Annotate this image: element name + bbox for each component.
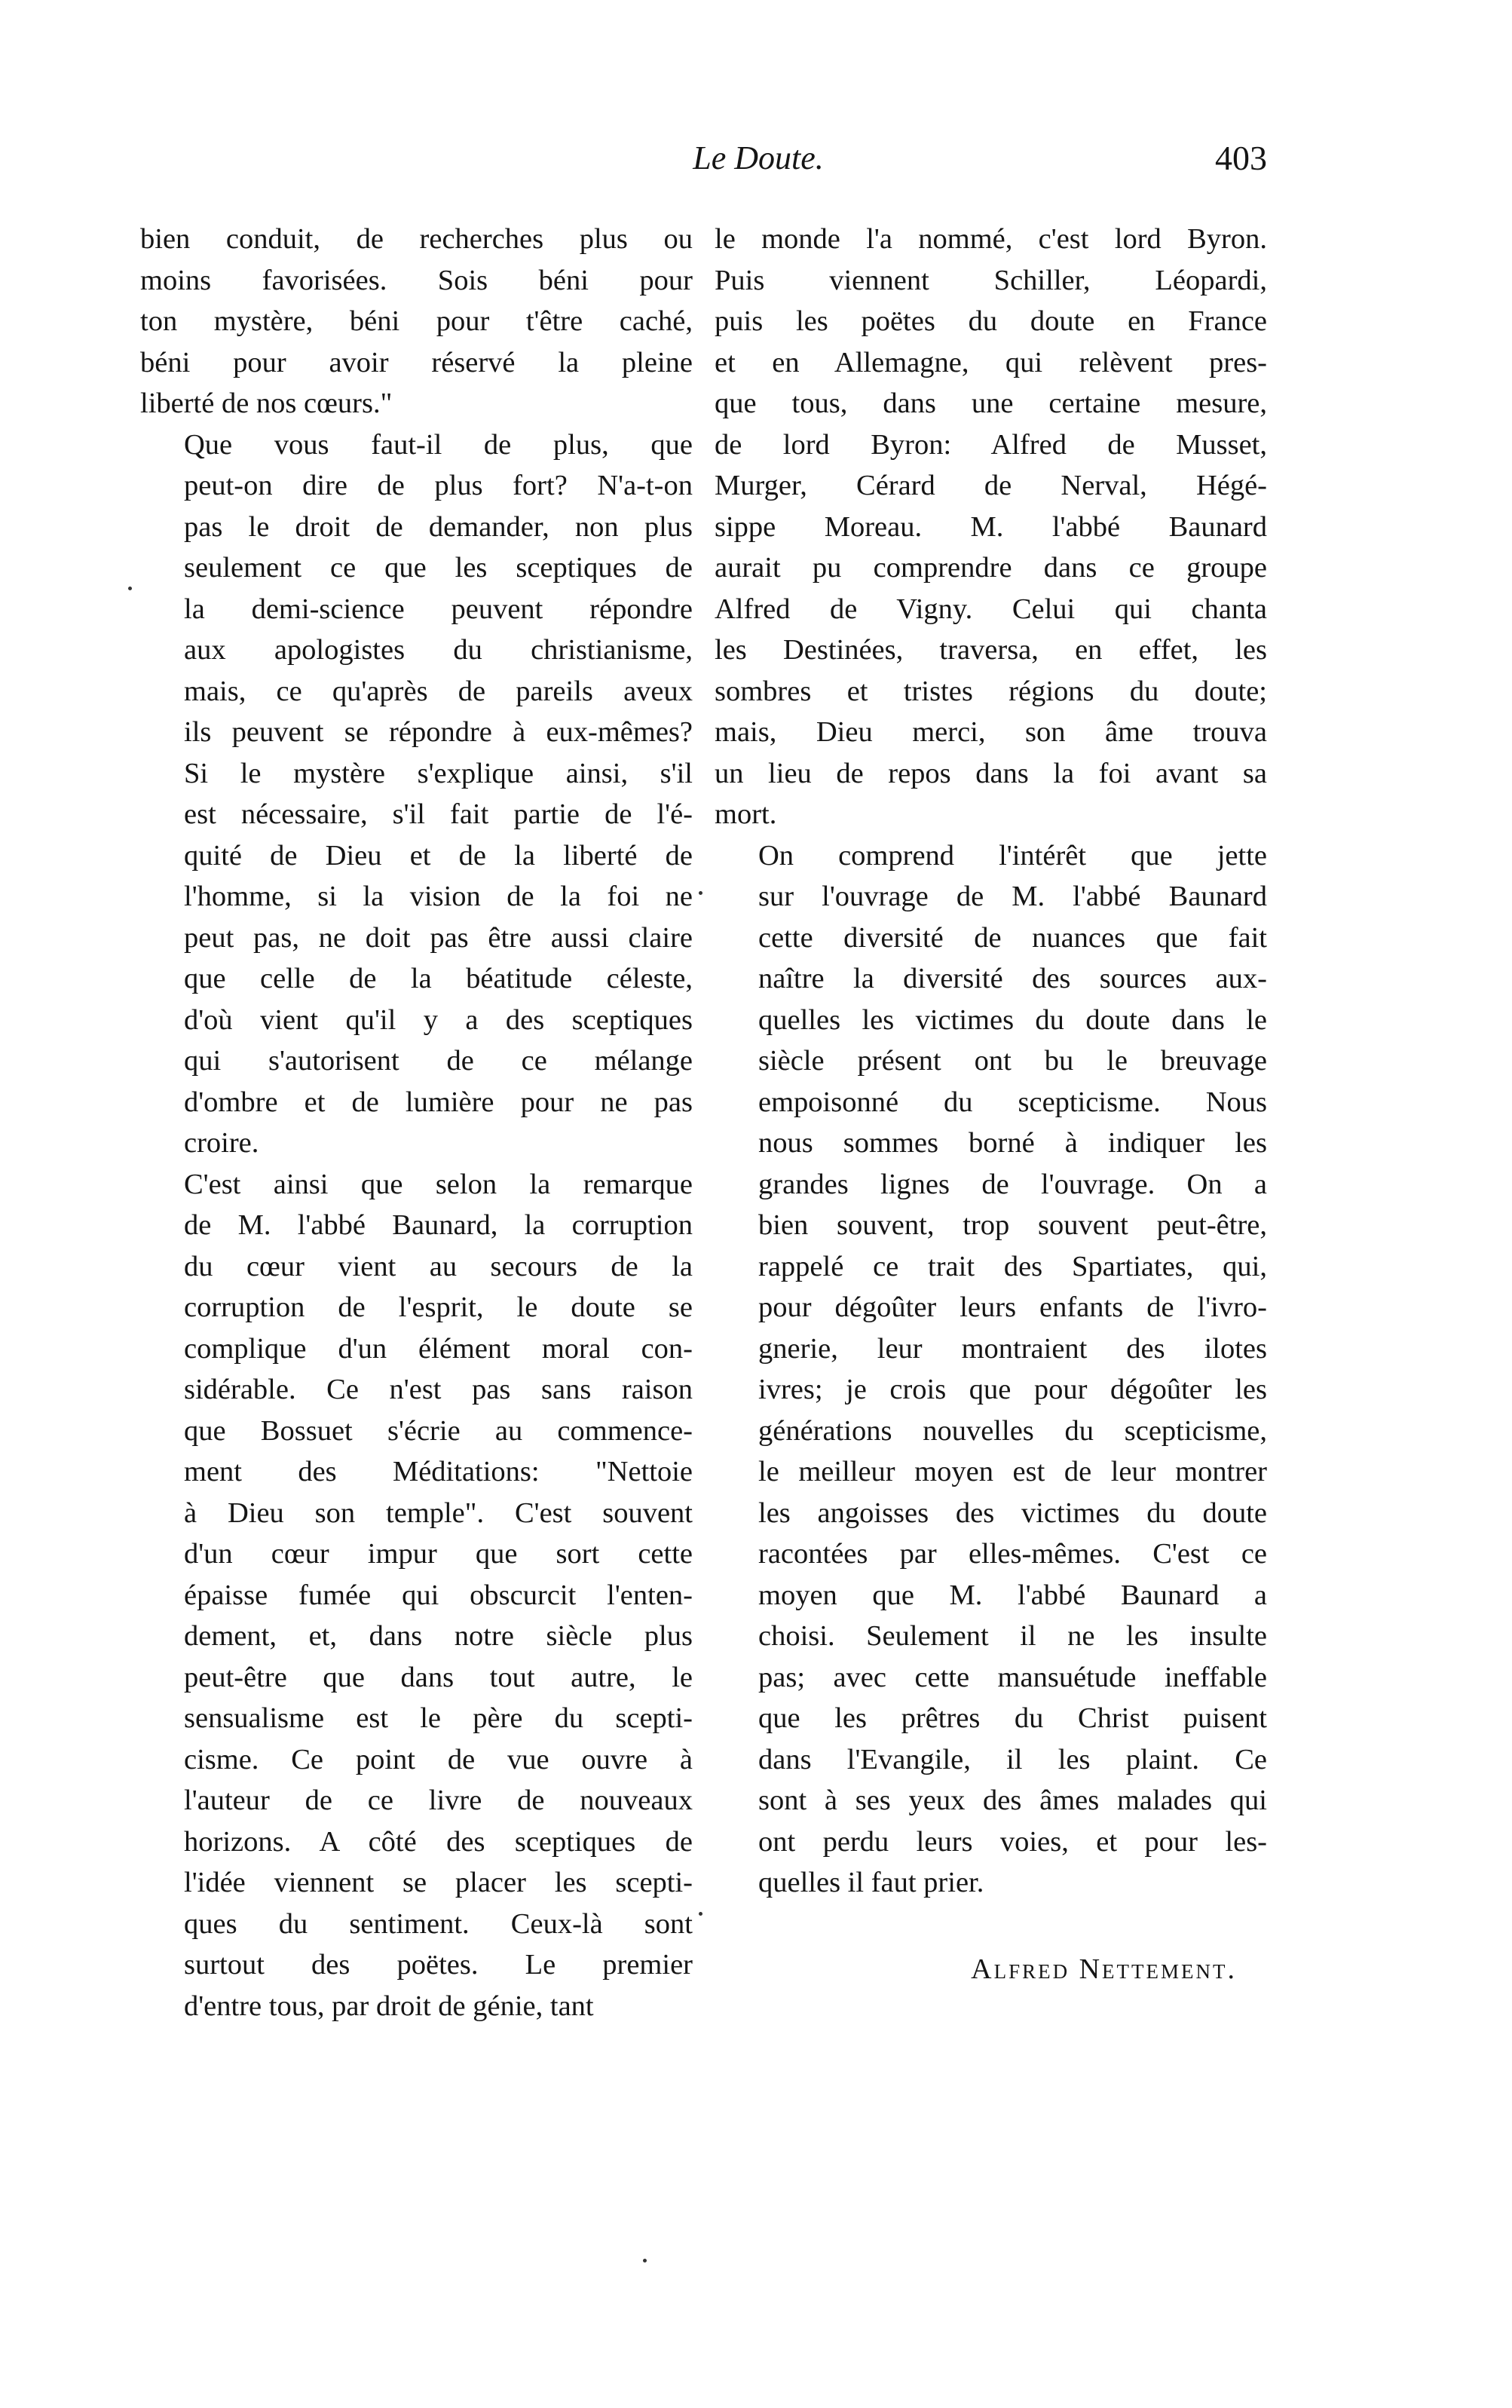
text-line: ment des Méditations: "Nettoie	[184, 1456, 693, 1487]
text-line: mort.	[715, 798, 777, 830]
text-line: l'auteur de ce livre de nouveaux	[184, 1785, 693, 1816]
text-line: quelles il faut prier.	[758, 1867, 984, 1898]
text-line: Murger, Cérard de Nerval, Hégé-	[715, 470, 1267, 501]
text-line: que celle de la béatitude céleste,	[184, 963, 693, 994]
text-line: aux apologistes du christianisme,	[184, 634, 693, 666]
text-line: Que vous faut-il de plus, que	[184, 428, 693, 461]
text-line: sippe Moreau. M. l'abbé Baunard	[715, 510, 1267, 543]
text-line: sur l'ouvrage de M. l'abbé Baunard	[758, 881, 1267, 912]
text-line: ton mystère, béni pour t'être caché,	[140, 305, 693, 337]
ink-speck	[699, 891, 702, 895]
text-line: sombres et tristes régions du doute;	[715, 675, 1267, 707]
text-line: rappelé ce trait des Spartiates, qui,	[758, 1250, 1267, 1282]
text-line: cisme. Ce point de vue ouvre à	[184, 1743, 693, 1775]
text-line: sont à ses yeux des âmes malades qui	[758, 1785, 1267, 1816]
text-line: dement, et, dans notre siècle plus	[184, 1620, 693, 1652]
text-line: aurait pu comprendre dans ce groupe	[715, 552, 1267, 584]
text-line: pas; avec cette mansuétude ineffable	[758, 1661, 1267, 1693]
text-line: peut-être que dans tout autre, le	[184, 1661, 693, 1693]
paragraph	[140, 424, 693, 1164]
text-line: la demi-science peuvent répondre	[184, 593, 693, 625]
text-line: siècle présent ont bu le breuvage	[758, 1045, 1267, 1077]
ink-speck	[128, 587, 132, 590]
text-line: dans l'Evangile, il les plaint. Ce	[758, 1743, 1267, 1775]
text-line: horizons. A côté des sceptiques de	[184, 1825, 693, 1858]
text-line: d'ombre et de lumière pour ne pas	[184, 1086, 693, 1118]
text-line: Si le mystère s'explique ainsi, s'il	[184, 757, 693, 789]
text-line: puis les poëtes du doute en France	[715, 305, 1267, 337]
text-line: les Destinées, traversa, en effet, les	[715, 634, 1267, 666]
text-line: surtout des poëtes. Le premier	[184, 1949, 693, 1981]
paragraph	[140, 219, 693, 424]
text-line: Alfred de Vigny. Celui qui chanta	[715, 593, 1267, 625]
author-signature: Alfred Nettement.	[971, 1953, 1237, 1985]
text-line: C'est ainsi que selon la remarque	[184, 1168, 693, 1200]
paragraph	[715, 835, 1267, 1904]
text-line: On comprend l'intérêt que jette	[758, 839, 1267, 872]
text-line: béni pour avoir réservé la pleine	[140, 346, 693, 378]
text-line: mais, Dieu merci, son âme trouva	[715, 716, 1267, 748]
text-line: un lieu de repos dans la foi avant sa	[715, 757, 1267, 789]
text-line: et en Allemagne, qui relèvent pres-	[715, 346, 1267, 378]
text-line: le monde l'a nommé, c'est lord Byron.	[715, 223, 1267, 255]
text-line: liberté de nos cœurs."	[140, 388, 393, 419]
text-line: bien conduit, de recherches plus ou	[140, 223, 693, 255]
text-line: que Bossuet s'écrie au commence-	[184, 1414, 693, 1447]
text-line: croire.	[184, 1127, 259, 1159]
paragraph	[715, 219, 1267, 835]
text-line: corruption de l'esprit, le doute se	[184, 1291, 693, 1323]
text-line: qui s'autorisent de ce mélange	[184, 1045, 693, 1077]
ink-speck	[643, 2259, 647, 2262]
text-line: moins favorisées. Sois béni pour	[140, 264, 693, 296]
text-line: que tous, dans une certaine mesure,	[715, 388, 1267, 419]
text-line: du cœur vient au secours de la	[184, 1250, 693, 1282]
text-line: mais, ce qu'après de pareils aveux	[184, 675, 693, 707]
text-line: que les prêtres du Christ puisent	[758, 1702, 1267, 1734]
ink-speck	[699, 1912, 702, 1916]
text-line: l'idée viennent se placer les scepti-	[184, 1867, 693, 1898]
left-column	[140, 219, 693, 2027]
text-line: seulement ce que les sceptiques de	[184, 552, 693, 584]
text-line: quité de Dieu et de la liberté de	[184, 839, 693, 872]
text-line: peut-on dire de plus fort? N'a-t-on	[184, 470, 693, 501]
text-line: les angoisses des victimes du doute	[758, 1497, 1267, 1529]
text-line: d'entre tous, par droit de génie, tant	[184, 1990, 594, 2022]
text-line: racontées par elles-mêmes. C'est ce	[758, 1538, 1267, 1570]
text-line: pas le droit de demander, non plus	[184, 510, 693, 543]
text-line: peut pas, ne doit pas être aussi claire	[184, 921, 693, 954]
text-line: Puis viennent Schiller, Léopardi,	[715, 264, 1267, 296]
text-line: le meilleur moyen est de leur montrer	[758, 1456, 1267, 1487]
text-line: l'homme, si la vision de la foi ne	[184, 881, 693, 912]
text-line: complique d'un élément moral con-	[184, 1332, 693, 1365]
paragraph	[140, 1164, 693, 2027]
text-line: de M. l'abbé Baunard, la corruption	[184, 1209, 693, 1241]
running-title: Le Doute.	[693, 139, 824, 176]
page-number: 403	[1215, 139, 1267, 177]
text-line: générations nouvelles du scepticisme,	[758, 1414, 1267, 1447]
text-line: naître la diversité des sources aux-	[758, 963, 1267, 994]
text-line: grandes lignes de l'ouvrage. On a	[758, 1168, 1267, 1200]
text-line: est nécessaire, s'il fait partie de l'é-	[184, 798, 693, 830]
text-line: bien souvent, trop souvent peut-être,	[758, 1209, 1267, 1241]
right-column	[715, 219, 1267, 1990]
text-line: à Dieu son temple". C'est souvent	[184, 1497, 693, 1529]
text-line: moyen que M. l'abbé Baunard a	[758, 1579, 1267, 1611]
text-line: gnerie, leur montraient des ilotes	[758, 1332, 1267, 1365]
text-line: cette diversité de nuances que fait	[758, 921, 1267, 954]
text-line: pour dégoûter leurs enfants de l'ivro-	[758, 1291, 1267, 1323]
text-line: choisi. Seulement il ne les insulte	[758, 1620, 1267, 1652]
text-line: sensualisme est le père du scepti-	[184, 1702, 693, 1734]
text-line: nous sommes borné à indiquer les	[758, 1127, 1267, 1159]
text-line: sidérable. Ce n'est pas sans raison	[184, 1374, 693, 1405]
text-line: d'où vient qu'il y a des sceptiques	[184, 1003, 693, 1036]
text-line: épaisse fumée qui obscurcit l'enten-	[184, 1579, 693, 1611]
page-header	[140, 136, 1267, 188]
text-line: ont perdu leurs voies, et pour les-	[758, 1825, 1267, 1858]
text-line: d'un cœur impur que sort cette	[184, 1538, 693, 1570]
text-line: empoisonné du scepticisme. Nous	[758, 1086, 1267, 1118]
text-line: ils peuvent se répondre à eux-mêmes?	[184, 716, 693, 748]
text-line: quelles les victimes du doute dans le	[758, 1003, 1267, 1036]
text-line: ques du sentiment. Ceux-là sont	[184, 1907, 693, 1940]
text-line: de lord Byron: Alfred de Musset,	[715, 428, 1267, 461]
text-line: ivres; je crois que pour dégoûter les	[758, 1374, 1267, 1405]
